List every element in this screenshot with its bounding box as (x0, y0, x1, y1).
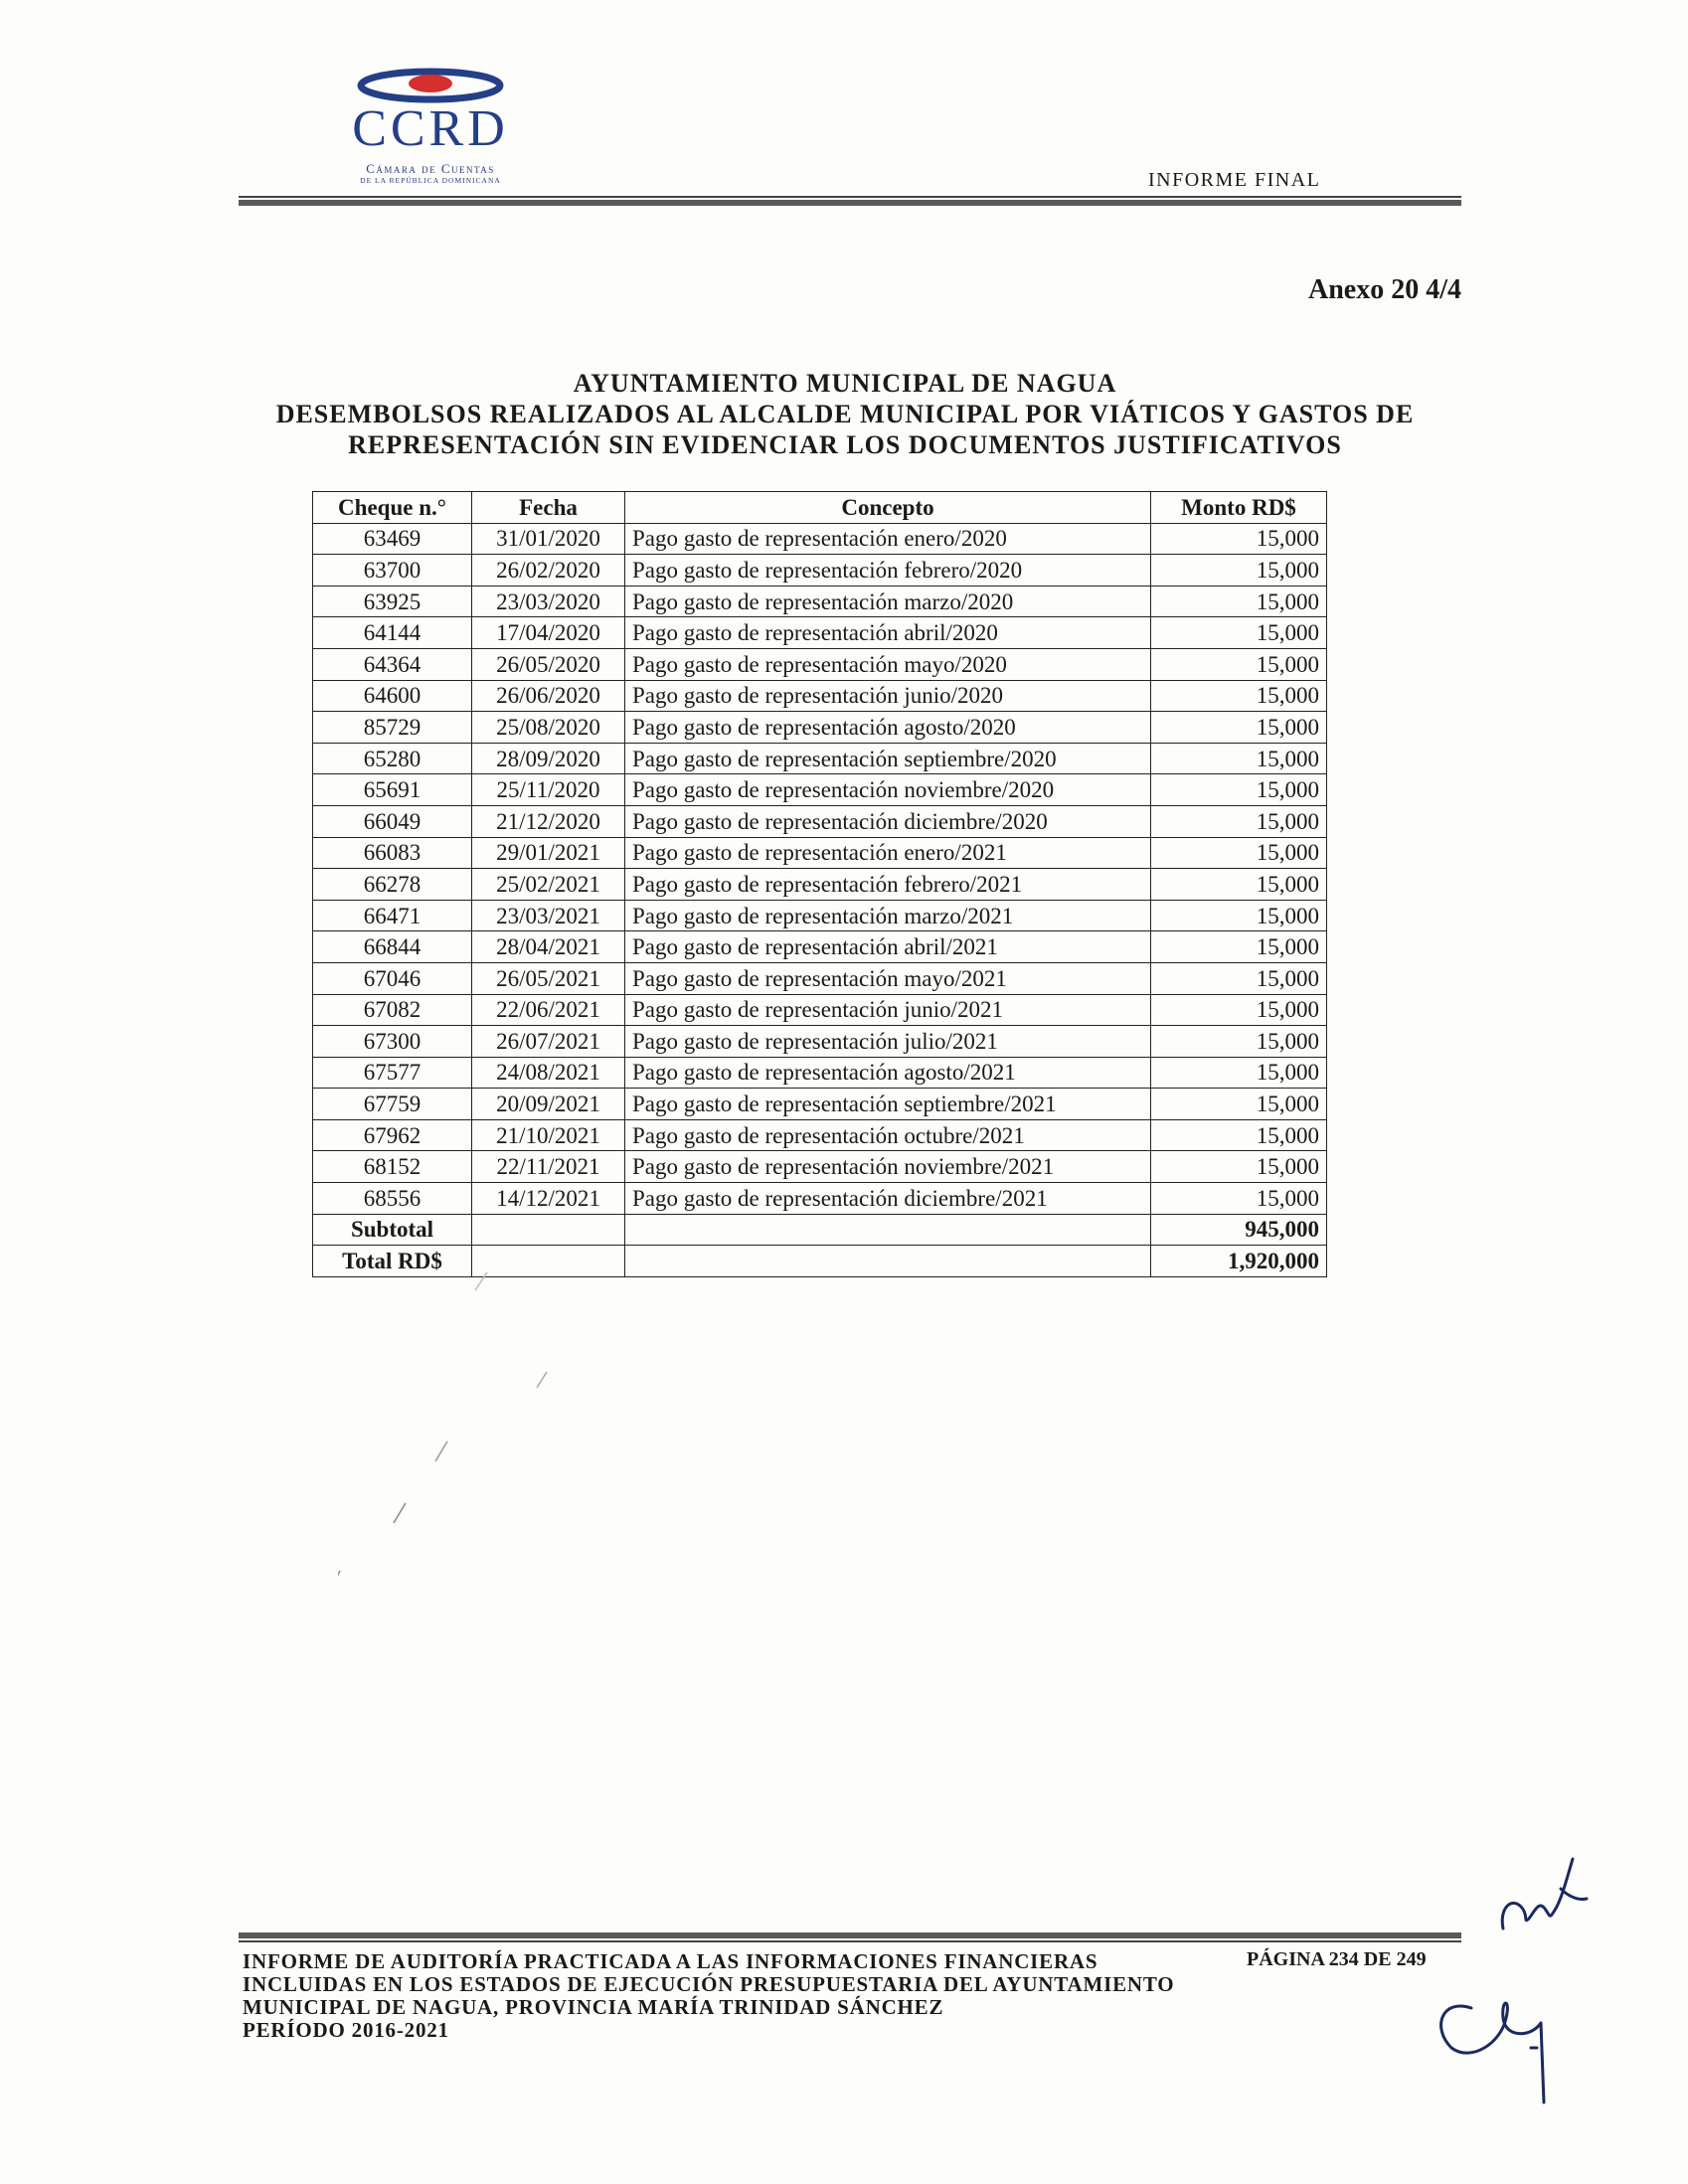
table-row (313, 680, 1327, 712)
cell-monto: 15,000 (1151, 1151, 1327, 1183)
title-line-3: REPRESENTACIÓN SIN EVIDENCIAR LOS DOCUMENTOS JUSTIFICATIVOS (348, 430, 1342, 459)
cell-monto: 15,000 (1151, 1183, 1327, 1215)
cell-monto: 15,000 (1151, 962, 1327, 994)
subtotal-row (313, 1214, 1327, 1246)
cell-monto: 15,000 (1151, 805, 1327, 837)
total-value: 1,920,000 (1151, 1246, 1327, 1277)
cell-monto: 15,000 (1151, 712, 1327, 744)
cell-concepto: Pago gasto de representación julio/2021 (625, 1026, 1151, 1058)
cell-concepto: Pago gasto de representación agosto/2021 (625, 1057, 1151, 1089)
cell-cheque: 67082 (313, 994, 472, 1026)
cell-cheque: 64600 (313, 680, 472, 712)
cell-concepto: Pago gasto de representación mayo/2020 (625, 648, 1151, 680)
table-body (313, 523, 1327, 1214)
cell-fecha: 26/05/2021 (472, 962, 625, 994)
cell-concepto: Pago gasto de representación noviembre/2021 (625, 1151, 1151, 1183)
cell-concepto: Pago gasto de representación abril/2020 (625, 617, 1151, 649)
cell-monto: 15,000 (1151, 680, 1327, 712)
cell-cheque: 85729 (313, 712, 472, 744)
cell-concepto: Pago gasto de representación noviembre/2020 (625, 774, 1151, 806)
cell-cheque: 66083 (313, 837, 472, 869)
cell-monto: 15,000 (1151, 586, 1327, 617)
cell-concepto: Pago gasto de representación marzo/2020 (625, 586, 1151, 617)
cell-fecha: 22/11/2021 (472, 1151, 625, 1183)
cell-fecha: 31/01/2020 (472, 523, 625, 555)
subtotal-empty-fecha (472, 1214, 625, 1246)
cell-fecha: 21/10/2021 (472, 1119, 625, 1151)
cell-fecha: 17/04/2020 (472, 617, 625, 649)
header-concepto: Concepto (625, 492, 1151, 524)
logo-subtitle-2: DE LA REPÚBLICA DOMINICANA (360, 176, 501, 185)
cell-monto: 15,000 (1151, 774, 1327, 806)
table-row (313, 1089, 1327, 1120)
title-line-2: DESEMBOLSOS REALIZADOS AL ALCALDE MUNICIPAL POR VIÁTICOS Y GASTOS DE (275, 400, 1415, 428)
cell-cheque: 68556 (313, 1183, 472, 1215)
table-row (313, 617, 1327, 649)
cell-fecha: 21/12/2020 (472, 805, 625, 837)
logo-subtitle-1: Cámara de Cuentas (366, 161, 495, 176)
cell-cheque: 67300 (313, 1026, 472, 1058)
cell-monto: 15,000 (1151, 743, 1327, 774)
cell-cheque: 64144 (313, 617, 472, 649)
cell-cheque: 63469 (313, 523, 472, 555)
header-rule-thin (239, 196, 1461, 198)
cell-fecha: 26/05/2020 (472, 648, 625, 680)
cell-concepto: Pago gasto de representación mayo/2021 (625, 962, 1151, 994)
subtotal-label: Subtotal (313, 1214, 472, 1246)
cell-concepto: Pago gasto de representación junio/2021 (625, 994, 1151, 1026)
table-row (313, 900, 1327, 931)
table-row (313, 1057, 1327, 1089)
cell-monto: 15,000 (1151, 1119, 1327, 1151)
table-row (313, 931, 1327, 963)
footer-rule-thin (239, 1940, 1461, 1942)
cell-fecha: 26/02/2020 (472, 555, 625, 587)
header-cheque: Cheque n.° (313, 492, 472, 524)
table-row (313, 869, 1327, 901)
cell-cheque: 67962 (313, 1119, 472, 1151)
cell-monto: 15,000 (1151, 1089, 1327, 1120)
handwritten-initials-icon (1412, 1849, 1610, 2107)
cell-fecha: 28/04/2021 (472, 931, 625, 963)
table-header-row (313, 492, 1327, 524)
cell-monto: 15,000 (1151, 994, 1327, 1026)
cell-concepto: Pago gasto de representación enero/2021 (625, 837, 1151, 869)
cell-fecha: 29/01/2021 (472, 837, 625, 869)
cell-fecha: 25/08/2020 (472, 712, 625, 744)
table-row (313, 743, 1327, 774)
cell-fecha: 23/03/2021 (472, 900, 625, 931)
cell-concepto: Pago gasto de representación septiembre/2021 (625, 1089, 1151, 1120)
cell-concepto: Pago gasto de representación septiembre/2020 (625, 743, 1151, 774)
cell-cheque: 65280 (313, 743, 472, 774)
total-label: Total RD$ (313, 1246, 472, 1277)
table-row (313, 712, 1327, 744)
header-rule-thick (239, 200, 1461, 206)
cell-monto: 15,000 (1151, 1026, 1327, 1058)
cell-cheque: 66278 (313, 869, 472, 901)
cell-concepto: Pago gasto de representación octubre/2021 (625, 1119, 1151, 1151)
cell-fecha: 26/06/2020 (472, 680, 625, 712)
cell-monto: 15,000 (1151, 869, 1327, 901)
cell-fecha: 20/09/2021 (472, 1089, 625, 1120)
cell-monto: 15,000 (1151, 555, 1327, 587)
table-row (313, 1183, 1327, 1215)
cell-cheque: 66844 (313, 931, 472, 963)
cell-concepto: Pago gasto de representación febrero/2021 (625, 869, 1151, 901)
ccrd-logo (316, 60, 545, 185)
table-row (313, 1119, 1327, 1151)
cell-cheque: 63925 (313, 586, 472, 617)
cell-concepto: Pago gasto de representación diciembre/2021 (625, 1183, 1151, 1215)
cell-monto: 15,000 (1151, 837, 1327, 869)
cell-fecha: 24/08/2021 (472, 1057, 625, 1089)
cell-cheque: 67046 (313, 962, 472, 994)
footer-line-3: MUNICIPAL DE NAGUA, PROVINCIA MARÍA TRINIDAD SÁNCHEZ (243, 1995, 944, 2019)
cell-concepto: Pago gasto de representación junio/2020 (625, 680, 1151, 712)
table-row (313, 648, 1327, 680)
cell-cheque: 65691 (313, 774, 472, 806)
cell-cheque: 64364 (313, 648, 472, 680)
subtotal-value: 945,000 (1151, 1214, 1327, 1246)
cell-cheque: 66049 (313, 805, 472, 837)
annex-label: Anexo 20 4/4 (1308, 274, 1461, 305)
cell-cheque: 67577 (313, 1057, 472, 1089)
cell-concepto: Pago gasto de representación diciembre/2020 (625, 805, 1151, 837)
cell-cheque: 67759 (313, 1089, 472, 1120)
cell-monto: 15,000 (1151, 1057, 1327, 1089)
table-row (313, 962, 1327, 994)
footer-line-2: INCLUIDAS EN LOS ESTADOS DE EJECUCIÓN PRESUPUESTARIA DEL AYUNTAMIENTO (243, 1972, 1175, 1996)
subtotal-empty-concepto (625, 1214, 1151, 1246)
cell-fecha: 23/03/2020 (472, 586, 625, 617)
footer-line-1: INFORME DE AUDITORÍA PRACTICADA A LAS INFORMACIONES FINANCIERAS (243, 1949, 1098, 1973)
table-row (313, 555, 1327, 587)
title-line-1: AYUNTAMIENTO MUNICIPAL DE NAGUA (573, 369, 1117, 398)
stray-pen-marks (338, 1272, 716, 1610)
cell-concepto: Pago gasto de representación enero/2020 (625, 523, 1151, 555)
table-row (313, 774, 1327, 806)
cell-concepto: Pago gasto de representación abril/2021 (625, 931, 1151, 963)
cell-concepto: Pago gasto de representación marzo/2021 (625, 900, 1151, 931)
table-row (313, 1026, 1327, 1058)
cell-fecha: 14/12/2021 (472, 1183, 625, 1215)
table-row (313, 586, 1327, 617)
table-row (313, 523, 1327, 555)
table-row (313, 1151, 1327, 1183)
cell-cheque: 66471 (313, 900, 472, 931)
cell-monto: 15,000 (1151, 523, 1327, 555)
page-number: PÁGINA 234 DE 249 (1247, 1948, 1427, 1970)
table-row (313, 994, 1327, 1026)
table-row (313, 837, 1327, 869)
cell-concepto: Pago gasto de representación agosto/2020 (625, 712, 1151, 744)
cell-fecha: 25/11/2020 (472, 774, 625, 806)
header-fecha: Fecha (472, 492, 625, 524)
cell-monto: 15,000 (1151, 900, 1327, 931)
cell-monto: 15,000 (1151, 648, 1327, 680)
cell-fecha: 28/09/2020 (472, 743, 625, 774)
header-monto: Monto RD$ (1151, 492, 1327, 524)
footer-line-4: PERÍODO 2016-2021 (243, 2018, 449, 2042)
cell-fecha: 26/07/2021 (472, 1026, 625, 1058)
cell-concepto: Pago gasto de representación febrero/2020 (625, 555, 1151, 587)
disbursements-table (312, 491, 1327, 1277)
footer-rule-thick (239, 1932, 1461, 1938)
cell-fecha: 25/02/2021 (472, 869, 625, 901)
cell-fecha: 22/06/2021 (472, 994, 625, 1026)
cell-monto: 15,000 (1151, 931, 1327, 963)
cell-cheque: 63700 (313, 555, 472, 587)
cell-cheque: 68152 (313, 1151, 472, 1183)
report-header-label: INFORME FINAL (1148, 169, 1321, 191)
cell-monto: 15,000 (1151, 617, 1327, 649)
table-row (313, 805, 1327, 837)
footer-report-title (243, 1950, 1174, 2042)
logo-name: CCRD (352, 100, 509, 157)
